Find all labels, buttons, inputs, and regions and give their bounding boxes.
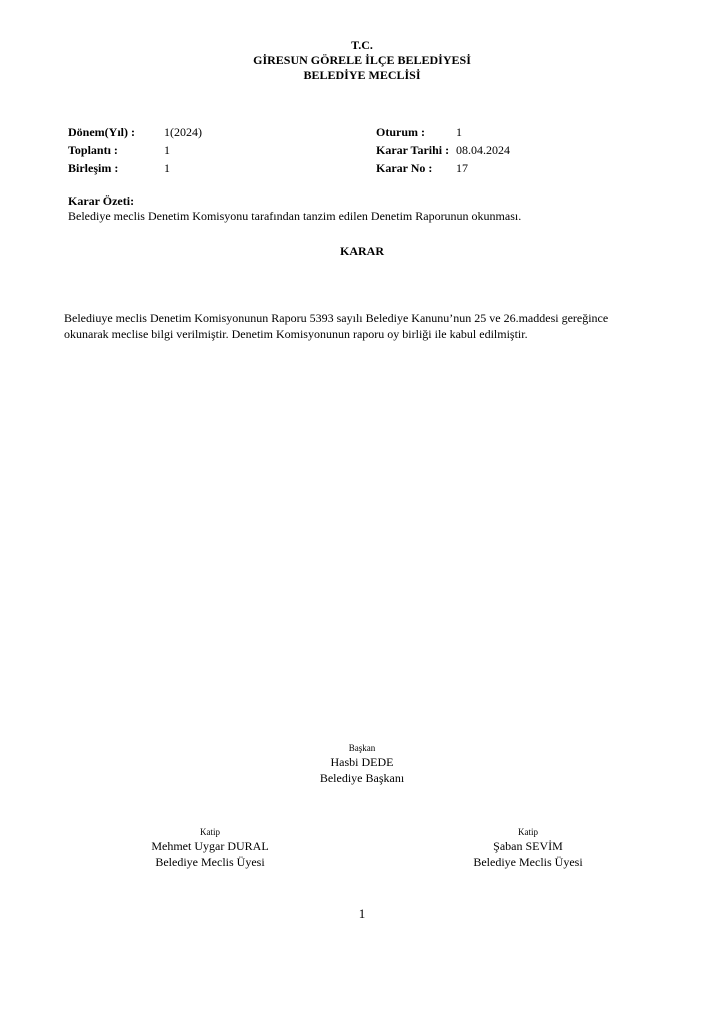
meta-row-donem bbox=[68, 123, 202, 141]
meta-label: Birleşim : bbox=[68, 161, 119, 175]
signature-role: Katip bbox=[518, 827, 538, 837]
header-council: BELEDİYE MECLİSİ bbox=[303, 68, 421, 82]
signature-name: Mehmet Uygar DURAL bbox=[151, 839, 269, 853]
signature-clerk-right bbox=[428, 826, 628, 870]
meta-right-block bbox=[376, 123, 510, 177]
meta-value: 1 bbox=[164, 161, 170, 175]
meta-value: 17 bbox=[456, 161, 468, 175]
header-municipality: GİRESUN GÖRELE İLÇE BELEDİYESİ bbox=[253, 53, 471, 67]
meta-label: Karar No : bbox=[376, 161, 433, 175]
signature-title: Belediye Meclis Üyesi bbox=[473, 855, 583, 869]
signature-title: Belediye Meclis Üyesi bbox=[155, 855, 265, 869]
decision-line-1: Belediuye meclis Denetim Komisyonunun Raporu 5393 sayılı Belediye Kanunu’nun 25 ve 26.maddesi gereğince bbox=[64, 311, 609, 325]
meta-label: Dönem(Yıl) : bbox=[68, 125, 135, 139]
decision-body bbox=[64, 310, 674, 342]
meta-value: 1 bbox=[164, 143, 170, 157]
page-number: 1 bbox=[358, 906, 366, 921]
meta-value: 1(2024) bbox=[164, 125, 202, 139]
meta-row-karar-tarihi bbox=[376, 141, 510, 159]
signature-name: Şaban SEVİM bbox=[493, 839, 563, 853]
meta-label: Karar Tarihi : bbox=[376, 143, 450, 157]
summary-title: Karar Özeti: bbox=[68, 194, 135, 208]
summary-text: Belediye meclis Denetim Komisyonu tarafından tanzim edilen Denetim Raporunun okunması. bbox=[68, 209, 522, 223]
decision-line-2: okunarak meclise bilgi verilmiştir. Denetim Komisyonunun raporu oy birliği ile kabul edilmiştir. bbox=[64, 327, 528, 341]
meta-row-karar-no bbox=[376, 159, 510, 177]
signature-role: Başkan bbox=[348, 743, 376, 753]
meta-left-block bbox=[68, 123, 202, 177]
header-line-tc: T.C. bbox=[351, 38, 373, 52]
meta-value: 1 bbox=[456, 125, 462, 139]
meta-label: Toplantı : bbox=[68, 143, 118, 157]
signature-role: Katip bbox=[200, 827, 220, 837]
decision-title: KARAR bbox=[340, 244, 384, 258]
signature-title: Belediye Başkanı bbox=[319, 771, 405, 785]
signature-clerk-left bbox=[110, 826, 310, 870]
meta-row-birlesim bbox=[68, 159, 202, 177]
meta-row-oturum bbox=[376, 123, 510, 141]
signature-name: Hasbi DEDE bbox=[330, 755, 394, 769]
meta-row-toplanti bbox=[68, 141, 202, 159]
meta-value: 08.04.2024 bbox=[456, 143, 510, 157]
meta-label: Oturum : bbox=[376, 125, 425, 139]
signature-president bbox=[262, 742, 462, 786]
